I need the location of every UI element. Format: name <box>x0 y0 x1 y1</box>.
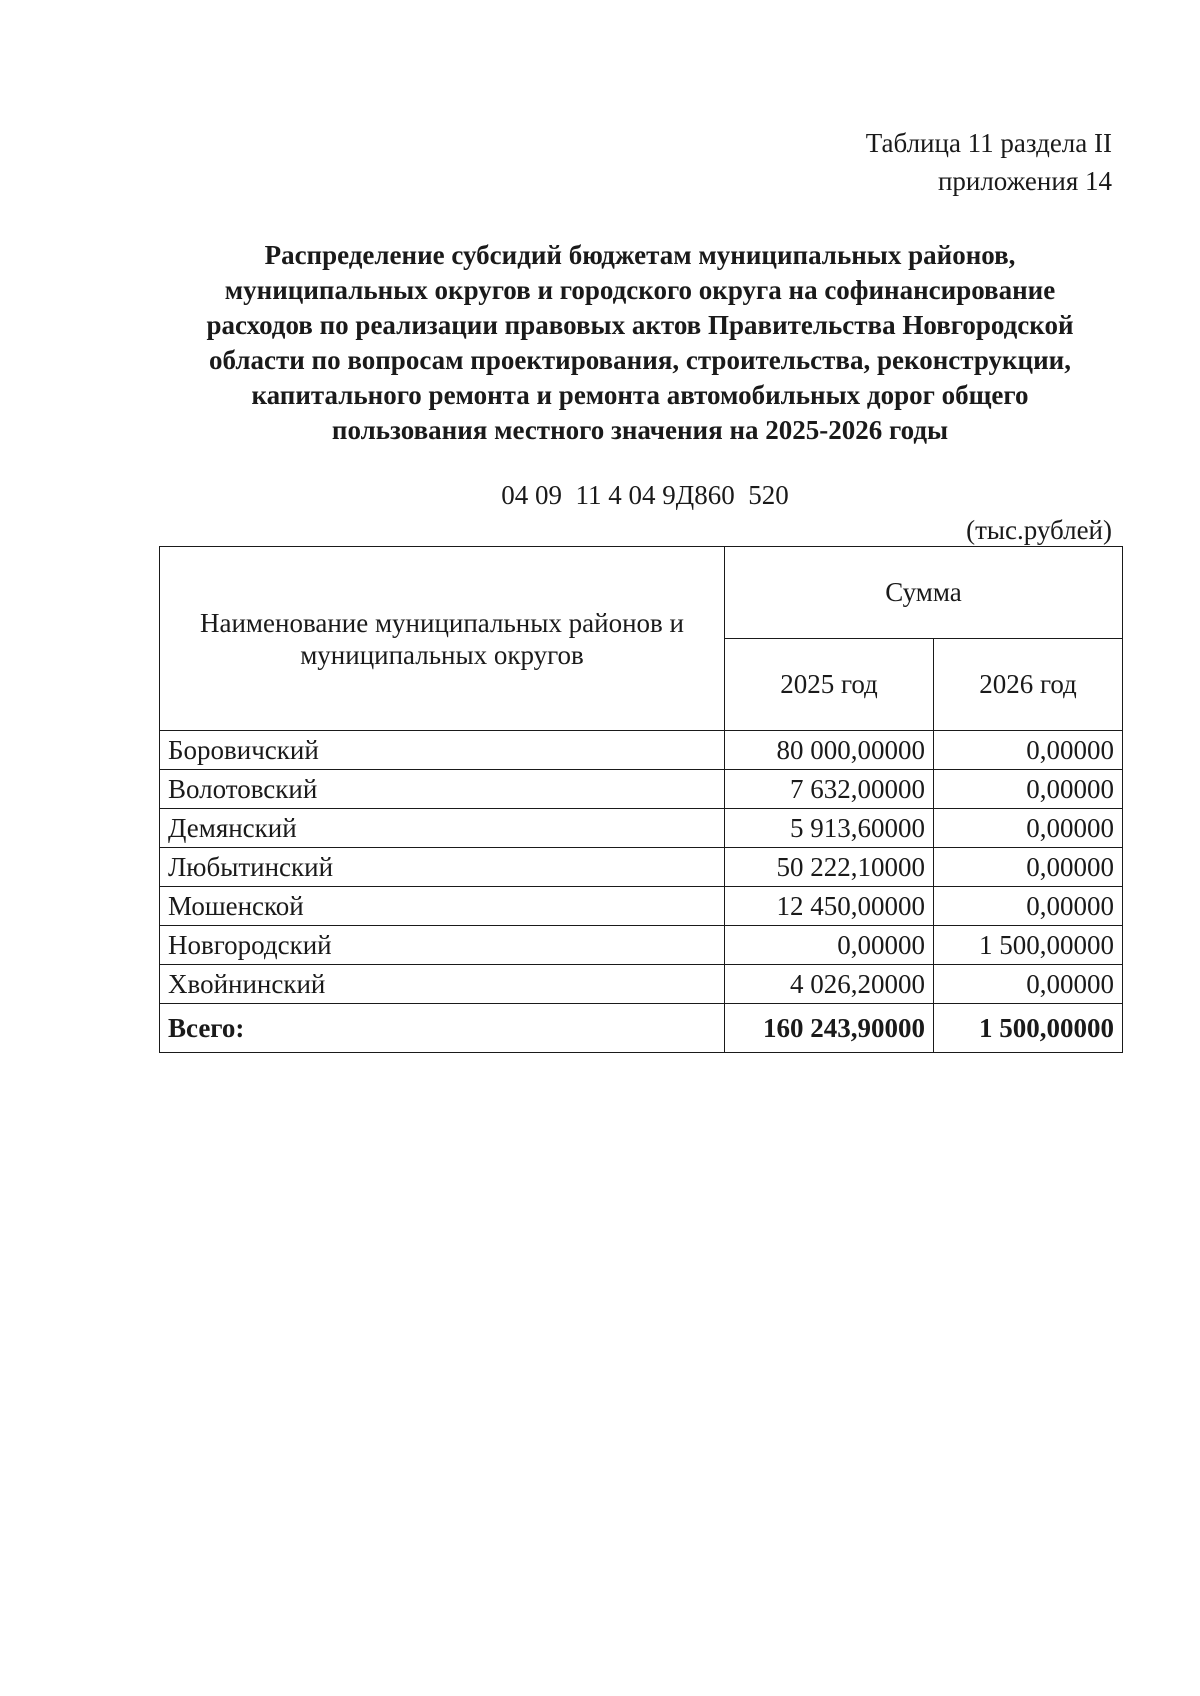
total-value-2025: 160 243,90000 <box>725 1004 934 1053</box>
column-header-sum: Сумма <box>725 547 1123 639</box>
row-value-2026: 0,00000 <box>934 731 1123 770</box>
column-header-2025: 2025 год <box>725 639 934 731</box>
row-value-2025: 7 632,00000 <box>725 770 934 809</box>
row-name: Боровичский <box>160 731 725 770</box>
column-header-name: Наименование муниципальных районов и муниципальных округов <box>160 547 725 731</box>
table-row <box>160 809 1123 848</box>
table-total-row <box>160 1004 1123 1053</box>
row-name: Волотовский <box>160 770 725 809</box>
row-name: Мошенской <box>160 887 725 926</box>
title-line: муниципальных округов и городского округа на софинансирование <box>224 275 1056 305</box>
table-header-row <box>160 547 1123 639</box>
table-row <box>160 887 1123 926</box>
row-value-2026: 1 500,00000 <box>934 926 1123 965</box>
row-value-2026: 0,00000 <box>934 887 1123 926</box>
title-line: Распределение субсидий бюджетам муниципальных районов, <box>264 240 1016 270</box>
table-row <box>160 965 1123 1004</box>
row-value-2025: 5 913,60000 <box>725 809 934 848</box>
budget-code: 04 09 11 4 04 9Д860 520 <box>501 480 789 510</box>
row-name: Хвойнинский <box>160 965 725 1004</box>
total-value-2026: 1 500,00000 <box>934 1004 1123 1053</box>
row-name: Новгородский <box>160 926 725 965</box>
reference-line-1: Таблица 11 раздела II <box>865 128 1112 158</box>
table-row <box>160 848 1123 887</box>
column-header-2026: 2026 год <box>934 639 1123 731</box>
total-label: Всего: <box>160 1004 725 1053</box>
row-value-2026: 0,00000 <box>934 809 1123 848</box>
title-line: пользования местного значения на 2025-2026 годы <box>331 415 949 445</box>
table-reference <box>866 124 1112 200</box>
subsidy-table <box>159 546 1123 1053</box>
reference-line-2: приложения 14 <box>937 166 1112 196</box>
title-line: расходов по реализации правовых актов Правительства Новгородской <box>206 310 1074 340</box>
row-value-2025: 50 222,10000 <box>725 848 934 887</box>
table-row <box>160 731 1123 770</box>
title-line: капитального ремонта и ремонта автомобильных дорог общего <box>251 380 1029 410</box>
title-line: области по вопросам проектирования, строительства, реконструкции, <box>209 345 1071 375</box>
row-name: Демянский <box>160 809 725 848</box>
row-name: Любытинский <box>160 848 725 887</box>
row-value-2026: 0,00000 <box>934 770 1123 809</box>
row-value-2025: 12 450,00000 <box>725 887 934 926</box>
row-value-2026: 0,00000 <box>934 848 1123 887</box>
document-title <box>160 238 1120 448</box>
row-value-2025: 4 026,20000 <box>725 965 934 1004</box>
table-row <box>160 770 1123 809</box>
row-value-2026: 0,00000 <box>934 965 1123 1004</box>
row-value-2025: 0,00000 <box>725 926 934 965</box>
unit-label: (тыс.рублей) <box>966 515 1112 545</box>
row-value-2025: 80 000,00000 <box>725 731 934 770</box>
table-row <box>160 926 1123 965</box>
